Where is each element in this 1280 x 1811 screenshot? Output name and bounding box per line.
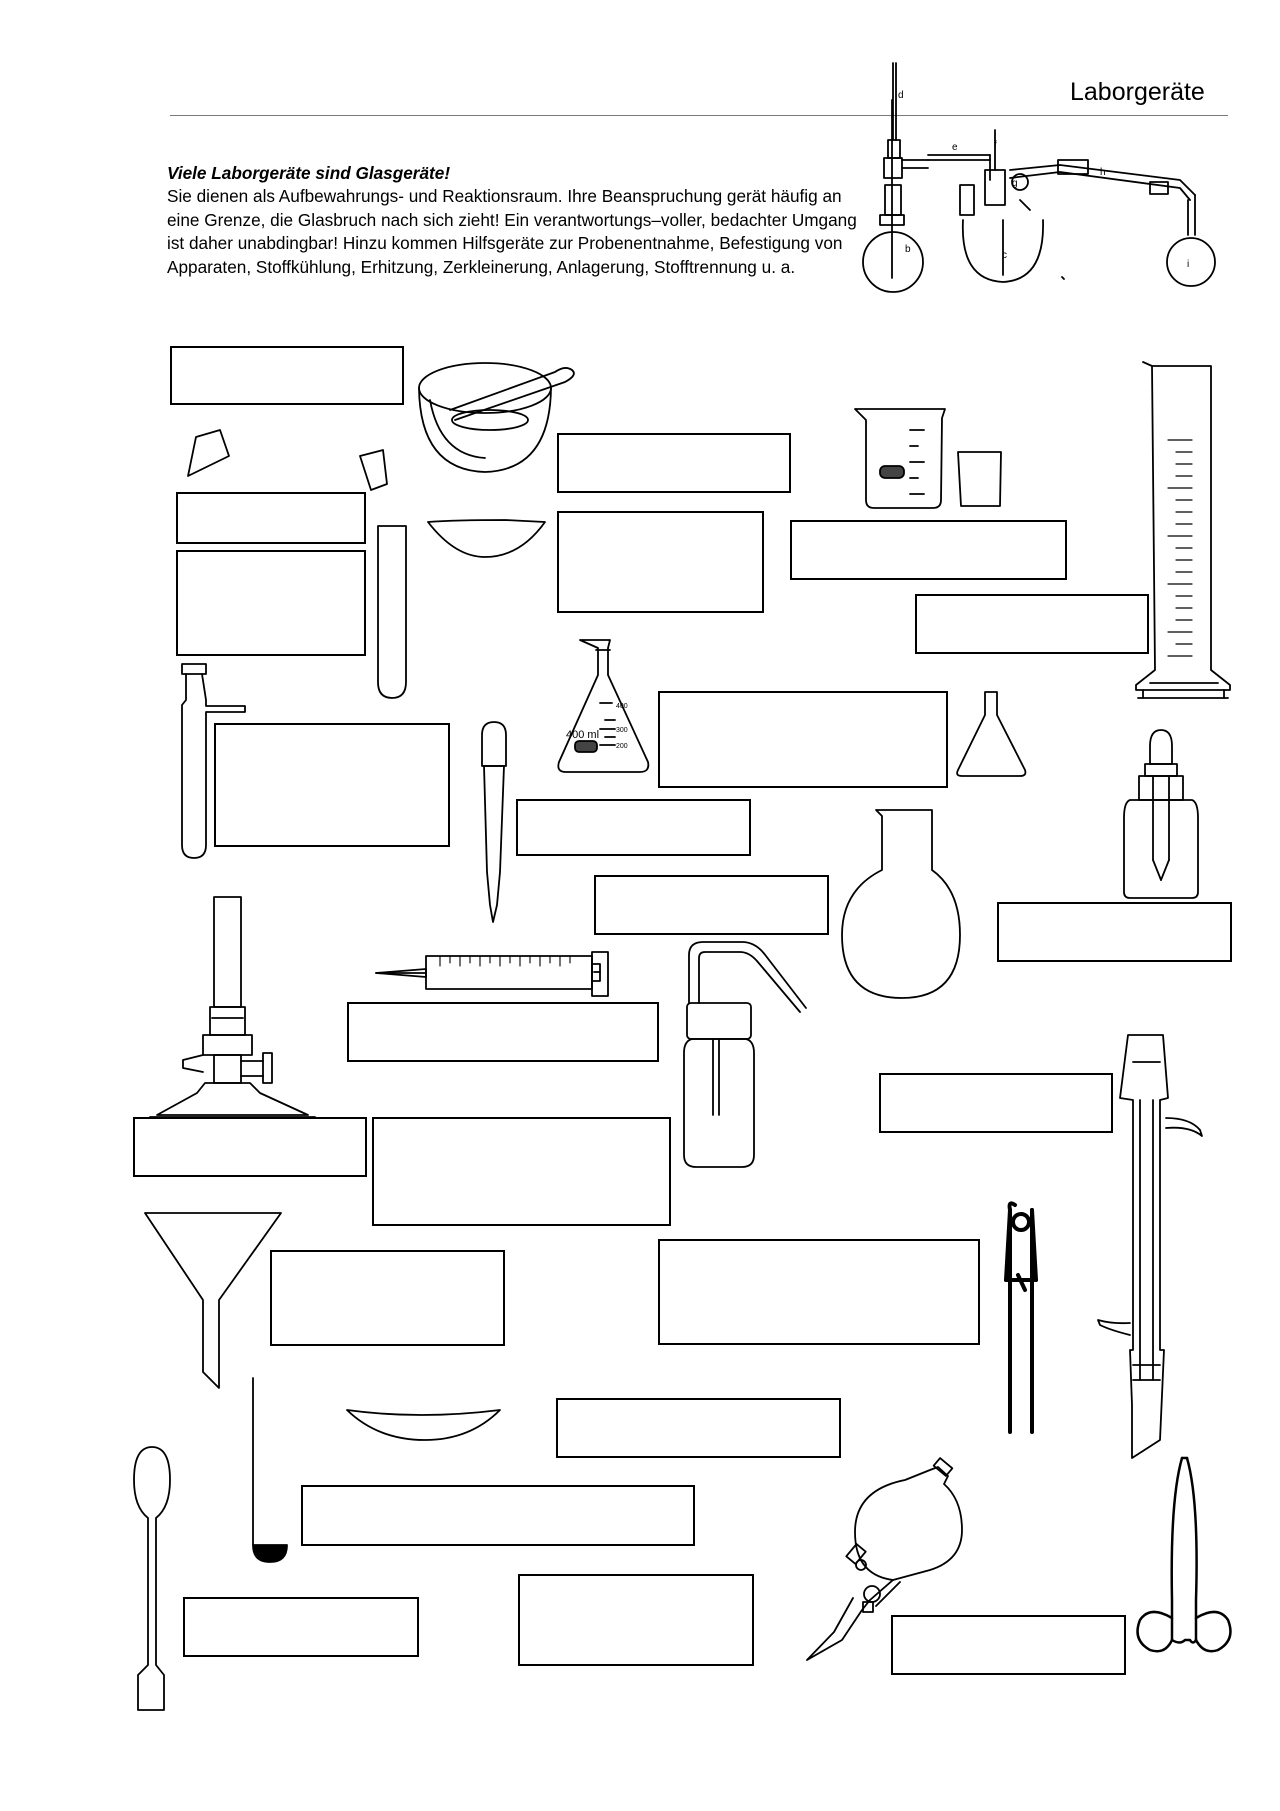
erlenmeyer-mark-200: 200 [616,743,628,750]
evaporating-dish-icon [428,520,545,557]
thermometer-icon [253,1378,287,1562]
beaker-large-icon [855,409,945,508]
pipette-icon [482,722,506,922]
spatula-icon [134,1447,170,1710]
apparatus-label-g: g [1012,178,1018,189]
apparatus-label-i: i [1187,259,1190,270]
test-tube-icon [378,526,406,698]
crucible-lid-icon [188,430,229,476]
page-title: Laborgeräte [1070,78,1205,106]
apparatus-label-f: f [994,140,997,151]
side-arm-test-tube-icon [182,664,245,858]
watch-glass-icon [347,1410,500,1440]
erlenmeyer-mark-400: 400 [616,703,628,710]
beaker-small-icon [958,452,1001,506]
funnel-icon [145,1213,281,1388]
apparatus-label-h: h [1100,167,1106,178]
intro-text: Sie dienen als Aufbewahrungs- und Reaktionsraum. Ihre Beanspruchung gerät häufig an eine Grenze, die Glasbruch nach sich zieht! Ein verantwortungs–voller, bedachter Umgang ist daher unabdingbar! Hinzu kommen Hilfsgeräte zur Probenentnahme, Befestigung von Apparaten, Stoffkühlung, Erhitzung, Zerkleinerung, Anlagerung, Stofftrennung u. a. [167,186,857,277]
erlenmeyer-mark-300: 300 [616,727,628,734]
graduated-cylinder-icon [1136,362,1230,698]
dropper-bottle-icon [1124,730,1198,898]
syringe-icon [376,952,608,996]
apparatus-label-b: b [905,244,911,255]
crucible-small-icon [360,450,387,490]
erlenmeyer-small-icon [957,692,1025,776]
apparatus-label-d: d [898,90,904,101]
intro-lead: Viele Laborgeräte sind Glasgeräte! [167,163,451,183]
mortar-pestle-icon [419,363,574,472]
erlenmeyer-volume-label: 400 ml [566,729,600,741]
erlenmeyer-flask-icon [558,640,648,772]
separatory-funnel-icon [807,1458,962,1660]
scissors-tweezers-icon [1138,1458,1231,1651]
distillation-apparatus-icon [863,63,1215,292]
crucible-tongs-icon [1006,1203,1036,1432]
liebig-condenser-icon [1098,1035,1202,1458]
round-bottom-flask-icon [842,810,960,998]
wash-bottle-icon [684,942,806,1167]
apparatus-label-c: c [1002,250,1007,261]
apparatus-label-e: e [952,142,958,153]
bunsen-burner-icon [150,897,315,1117]
